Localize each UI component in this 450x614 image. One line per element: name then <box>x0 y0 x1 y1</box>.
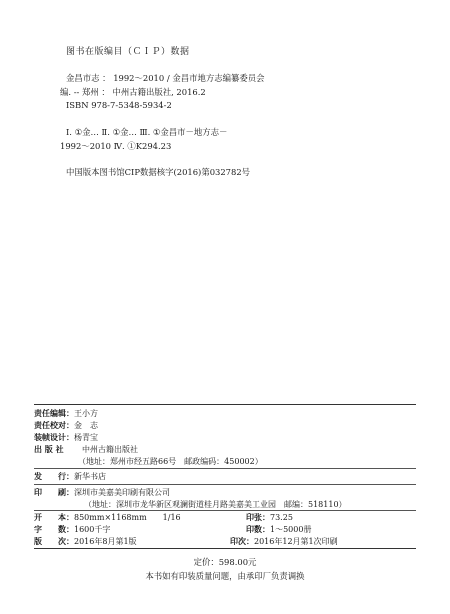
printer-row <box>34 487 170 498</box>
editor-row <box>34 408 98 419</box>
cip-title-line: 金昌市志 ： 1992～2010 / 金昌市地方志编纂委员会 <box>66 73 265 83</box>
format-row <box>34 512 181 523</box>
editor-value: 王小方 <box>74 409 98 418</box>
quality-notice: 本书如有印装质量问题，由承印厂负责调换 <box>145 571 305 581</box>
publisher-label: 出 版 社 <box>34 444 64 454</box>
words-value: 1600千字 <box>74 525 111 534</box>
cip-isbn-line: ISBN 978-7-5348-5934-2 <box>66 100 172 110</box>
sheets-label: 印张： <box>246 512 270 522</box>
proofreader-row <box>34 420 98 431</box>
editor-label: 责任编辑： <box>34 408 74 418</box>
copies-cell <box>246 524 311 535</box>
credits-bottom-rule <box>34 548 416 549</box>
proofreader-label: 责任校对： <box>34 420 74 430</box>
price: 定价：598.00元 <box>193 557 257 567</box>
distributor-value: 新华书店 <box>74 472 106 481</box>
cip-classification-line: Ⅰ. ①金… Ⅱ. ①金… Ⅲ. ①金昌市－地方志－ <box>66 127 228 137</box>
cip-publisher-line: 编. -- 郑州 ： 中州古籍出版社, 2016.2 <box>60 87 206 97</box>
printer-rule <box>34 484 416 485</box>
publisher-row <box>34 444 138 455</box>
edition-value: 2016年8月第1版 <box>74 537 137 546</box>
words-label: 字 数： <box>34 524 74 534</box>
edition-row <box>34 536 137 547</box>
format-rule <box>34 510 416 511</box>
sheets-value: 73.25 <box>270 513 293 522</box>
cip-classification-line-2: 1992～2010 Ⅳ. ①K294.23 <box>60 141 172 151</box>
cip-heading: 图书在版编目（ＣＩＰ）数据 <box>66 47 190 57</box>
cip-record-number: 中国版本图书馆CIP数据核字(2016)第032782号 <box>66 167 251 177</box>
copies-label: 印数： <box>246 524 270 534</box>
edition-label: 版 次： <box>34 536 74 546</box>
publisher-address: （地址：郑州市经五路66号 邮政编码：450002） <box>78 457 263 466</box>
printer-address: （地址：深圳市龙华新区观澜街道桂月路美嘉美工业园 邮编：518110） <box>84 500 347 509</box>
distributor-row <box>34 471 106 482</box>
printing-value: 2016年12月第1次印刷 <box>254 537 338 546</box>
copies-value: 1～5000册 <box>270 525 312 534</box>
designer-label: 装帧设计： <box>34 432 74 442</box>
proofreader-value: 金 志 <box>74 421 98 430</box>
printer-label: 印 刷： <box>34 487 74 497</box>
words-row <box>34 524 110 535</box>
designer-value: 杨青宝 <box>74 433 98 442</box>
publisher-value: 中州古籍出版社 <box>82 445 138 454</box>
distributor-label: 发 行： <box>34 471 74 481</box>
printer-value: 深圳市美嘉美印刷有限公司 <box>74 488 170 497</box>
printing-label: 印次： <box>230 536 254 546</box>
sheets-cell <box>246 512 293 523</box>
printing-cell <box>230 536 338 547</box>
credits-top-rule <box>34 404 416 405</box>
format-label: 开 本： <box>34 512 74 522</box>
distributor-rule <box>34 468 416 469</box>
format-value: 850mm×1168mm 1/16 <box>74 513 181 522</box>
designer-row <box>34 432 98 443</box>
